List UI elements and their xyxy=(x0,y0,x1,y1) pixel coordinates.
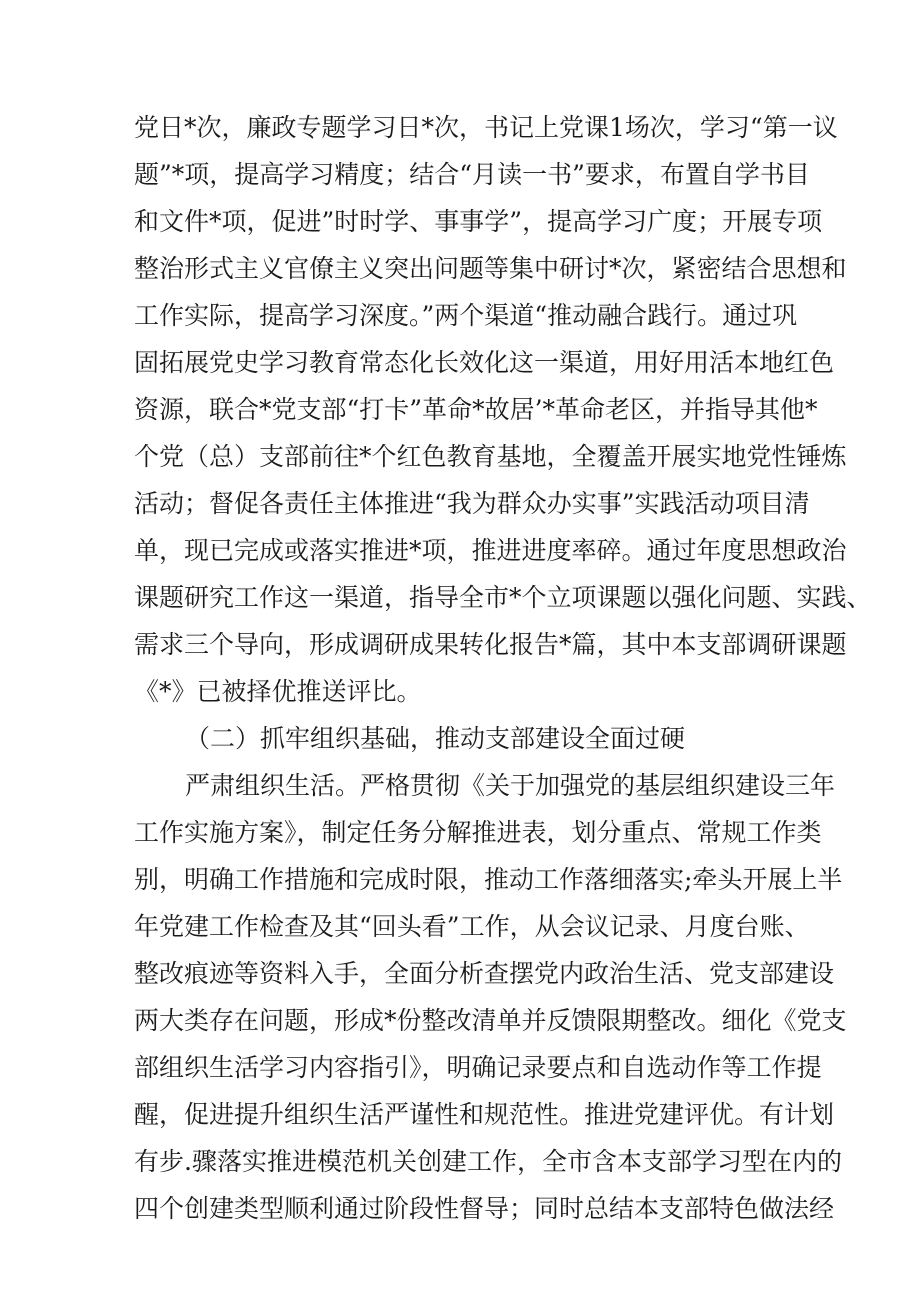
text-line: 两大类存在问题，形成*份整改清单并反馈限期整改。细化《党支 xyxy=(134,1006,847,1035)
text-line: 需求三个导向，形成调研成果转化报告*篇，其中本支部调研课题 xyxy=(134,630,847,659)
text-line: 有步.骤落实推进模范机关创建工作，全市含本支部学习型在内的 xyxy=(134,1147,842,1176)
text-line: 单，现已完成或落实推进*项，推进进度率碎。通过年度思想政治 xyxy=(134,536,847,565)
text-line: 醒，促进提升组织生活严谨性和规范性。推进党建评优。有计划 xyxy=(134,1100,835,1129)
text-line: 党日*次，廉政专题学习日*次，书记上党课1场次，学习“第一议 xyxy=(134,113,838,142)
text-line: 别，明确工作措施和完成时限，推动工作落细落实;牵头开展上半 xyxy=(134,865,843,894)
text-line: 年党建工作检查及其“回头看”工作，从会议记录、月度台账、 xyxy=(134,912,810,941)
text-line: 严肃组织生活。严格贯彻《关于加强党的基层组织建设三年 xyxy=(185,771,836,800)
text-line: 活动；督促各责任主体推进“我为群众办实事”实践活动项目清 xyxy=(134,489,810,518)
section-heading: （二）抓牢组织基础，推动支部建设全面过硬 xyxy=(185,724,686,753)
text-line: 个党（总）支部前往*个红色教育基地，全覆盖开展实地党性锤炼 xyxy=(134,442,847,471)
text-line: 题”*项，提高学习精度；结合“月读一书”要求，布置自学书目 xyxy=(134,160,810,189)
text-line: 和文件*项，促进”时时学、事事学”，提高学习广度；开展专项 xyxy=(134,207,823,236)
text-line: 工作实际，提高学习深度。”两个渠道“推动融合践行。通过巩 xyxy=(134,301,798,330)
text-line: 整治形式主义官僚主义突出问题等集中研讨*次，紧密结合思想和 xyxy=(134,254,847,283)
text-line: 工作实施方案》，制定任务分解推进表，划分重点、常规工作类 xyxy=(134,818,822,847)
text-line: 四个创建类型顺利通过阶段性督导；同时总结本支部特色做法经 xyxy=(134,1194,835,1223)
text-line: 课题研究工作这一渠道，指导全市*个立项课题以强化问题、实践、 xyxy=(134,583,872,612)
text-line: 资源，联合*党支部“打卡”革命*故居’*革命老区，并指导其他* xyxy=(134,395,818,424)
text-line: 整改痕迹等资料入手，全面分析查摆党内政治生活、党支部建设 xyxy=(134,959,835,988)
text-line: 《*》已被择优推送评比。 xyxy=(134,677,422,706)
text-line: 固拓展党史学习教育常态化长效化这一渠道，用好用活本地红色 xyxy=(134,348,835,377)
text-line: 部组织生活学习内容指引》，明确记录要点和自选动作等工作提 xyxy=(134,1053,822,1082)
